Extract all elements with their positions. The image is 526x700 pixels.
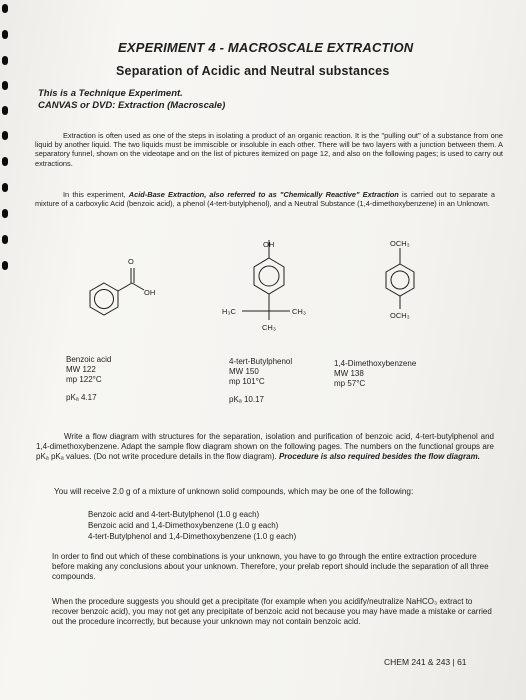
hydroxyl-label: OH bbox=[263, 240, 275, 249]
compound-mw: MW 150 bbox=[229, 367, 259, 376]
compound-mp: mp 101°C bbox=[229, 377, 265, 386]
dimethoxybenzene-structure bbox=[386, 248, 414, 309]
compound-pka: pKₐ 4.17 bbox=[66, 393, 97, 402]
unknown-paragraph: In order to find out which of these combinations is your unknown, you have to go through the entire extraction procedure before making any conclusions about your unknown. Therefore, your prelab report should include the separation of all three compounds. bbox=[52, 552, 489, 581]
acid-base-paragraph bbox=[35, 190, 495, 208]
carboxyl-oh-label: OH bbox=[144, 288, 156, 297]
methoxy-top-label: OCH₃ bbox=[390, 240, 410, 248]
butylphenol-structure bbox=[242, 240, 290, 320]
flow-diagram-text: Write a flow diagram with structures for the separation, isolation and purification of benzoic acid, 4-tert-butylphenol and 1,4-dimethoxybenzene. Adapt the sample flow diagram shown on the following pages. The numbers on the functional groups are pKₐ pKₐ values. (Do not write procedure details in the flow diagram). bbox=[36, 432, 494, 461]
binder-hole bbox=[2, 131, 8, 140]
compound-name: 1,4-Dimethoxybenzene bbox=[334, 359, 417, 368]
procedure-emphasis: Procedure is also required besides the flow diagram. bbox=[278, 452, 480, 461]
methyl-bottom-label: CH₃ bbox=[262, 323, 276, 332]
methoxy-bottom-label: OCH₃ bbox=[390, 311, 410, 320]
acid-base-rest: is carried out to separate a mixture of a carboxylic Acid (benzoic acid), a phenol (4-tert-butylphenol), and a Neutral Substance (1,4-dimethoxybenzene) in an Unknown. bbox=[35, 190, 495, 209]
extraction-paragraph bbox=[35, 131, 503, 168]
compound-name: Benzoic acid bbox=[66, 355, 112, 364]
mixture-item: 4-tert-Butylphenol and 1,4-Dimethoxybenzene (1.0 g each) bbox=[88, 532, 297, 541]
mixture-intro: You will receive 2.0 g of a mixture of unknown solid compounds, which may be one of the following: bbox=[54, 487, 414, 496]
acid-base-lead: In this experiment, bbox=[63, 190, 129, 199]
precipitate-paragraph: When the procedure suggests you should get a precipitate (for example when you acidify/neutralize NaHCO₃ extract to recover benzoic acid), you may not get any precipitate of benzoic acid not because you may have made a mistake or carried out the procedure incorrectly, but because your unknown may not contain benzoic acid. bbox=[52, 597, 492, 626]
methyl-right-label: CH₃ bbox=[292, 307, 306, 316]
binder-hole bbox=[2, 183, 8, 192]
binder-hole bbox=[2, 30, 8, 39]
compound-mp: mp 122°C bbox=[66, 375, 102, 384]
binder-hole bbox=[2, 157, 8, 166]
compound-name: 4-tert-Butylphenol bbox=[229, 357, 293, 366]
compound-mw: MW 122 bbox=[66, 365, 96, 374]
page-footer: CHEM 241 & 243 | 61 bbox=[384, 657, 467, 667]
dimethoxybenzene-data bbox=[334, 359, 416, 389]
binder-hole bbox=[2, 81, 8, 90]
technique-line: This is a Technique Experiment. bbox=[38, 88, 183, 99]
binder-hole bbox=[2, 4, 8, 13]
acid-base-emphasis: Acid-Base Extraction, also referred to as "Chemically Reactive" Extraction bbox=[128, 190, 399, 199]
binder-hole bbox=[2, 209, 8, 218]
mixture-item: Benzoic acid and 4-tert-Butylphenol (1.0 g each) bbox=[88, 510, 260, 519]
carbonyl-o-label: O bbox=[128, 257, 134, 266]
chemical-structures bbox=[60, 240, 490, 345]
compound-mp: mp 57°C bbox=[334, 379, 366, 388]
binder-hole bbox=[2, 261, 8, 270]
experiment-subtitle: Separation of Acidic and Neutral substances bbox=[116, 64, 390, 78]
flow-diagram-paragraph bbox=[36, 432, 494, 462]
mixture-list bbox=[88, 509, 296, 542]
mixture-item: Benzoic acid and 1,4-Dimethoxybenzene (1.0 g each) bbox=[88, 521, 279, 530]
experiment-title: EXPERIMENT 4 - MACROSCALE EXTRACTION bbox=[118, 40, 414, 55]
binder-hole bbox=[2, 235, 8, 244]
benzoic-acid-structure bbox=[90, 268, 144, 315]
butylphenol-data bbox=[229, 357, 292, 405]
compound-mw: MW 138 bbox=[334, 369, 364, 378]
compound-pka: pKₐ 10.17 bbox=[229, 395, 265, 404]
binder-hole bbox=[2, 106, 8, 115]
extraction-text: Extraction is often used as one of the steps in isolating a product of an organic reaction. It is the "pulling out" of a substance from one liquid by another liquid. The two liquids must be immiscible or insoluble in each other. There will be two layers with a junction between them. A separatory funnel, shown on the videotape and on the list of pictures itemized on page 12, and also on the following pages; is used to carry out extractions. bbox=[35, 131, 503, 168]
binder-hole bbox=[2, 56, 8, 65]
methyl-left-label: H₃C bbox=[222, 307, 236, 316]
benzoic-acid-data bbox=[66, 355, 111, 403]
technique-note bbox=[38, 88, 225, 112]
media-line: CANVAS or DVD: Extraction (Macroscale) bbox=[38, 100, 226, 111]
